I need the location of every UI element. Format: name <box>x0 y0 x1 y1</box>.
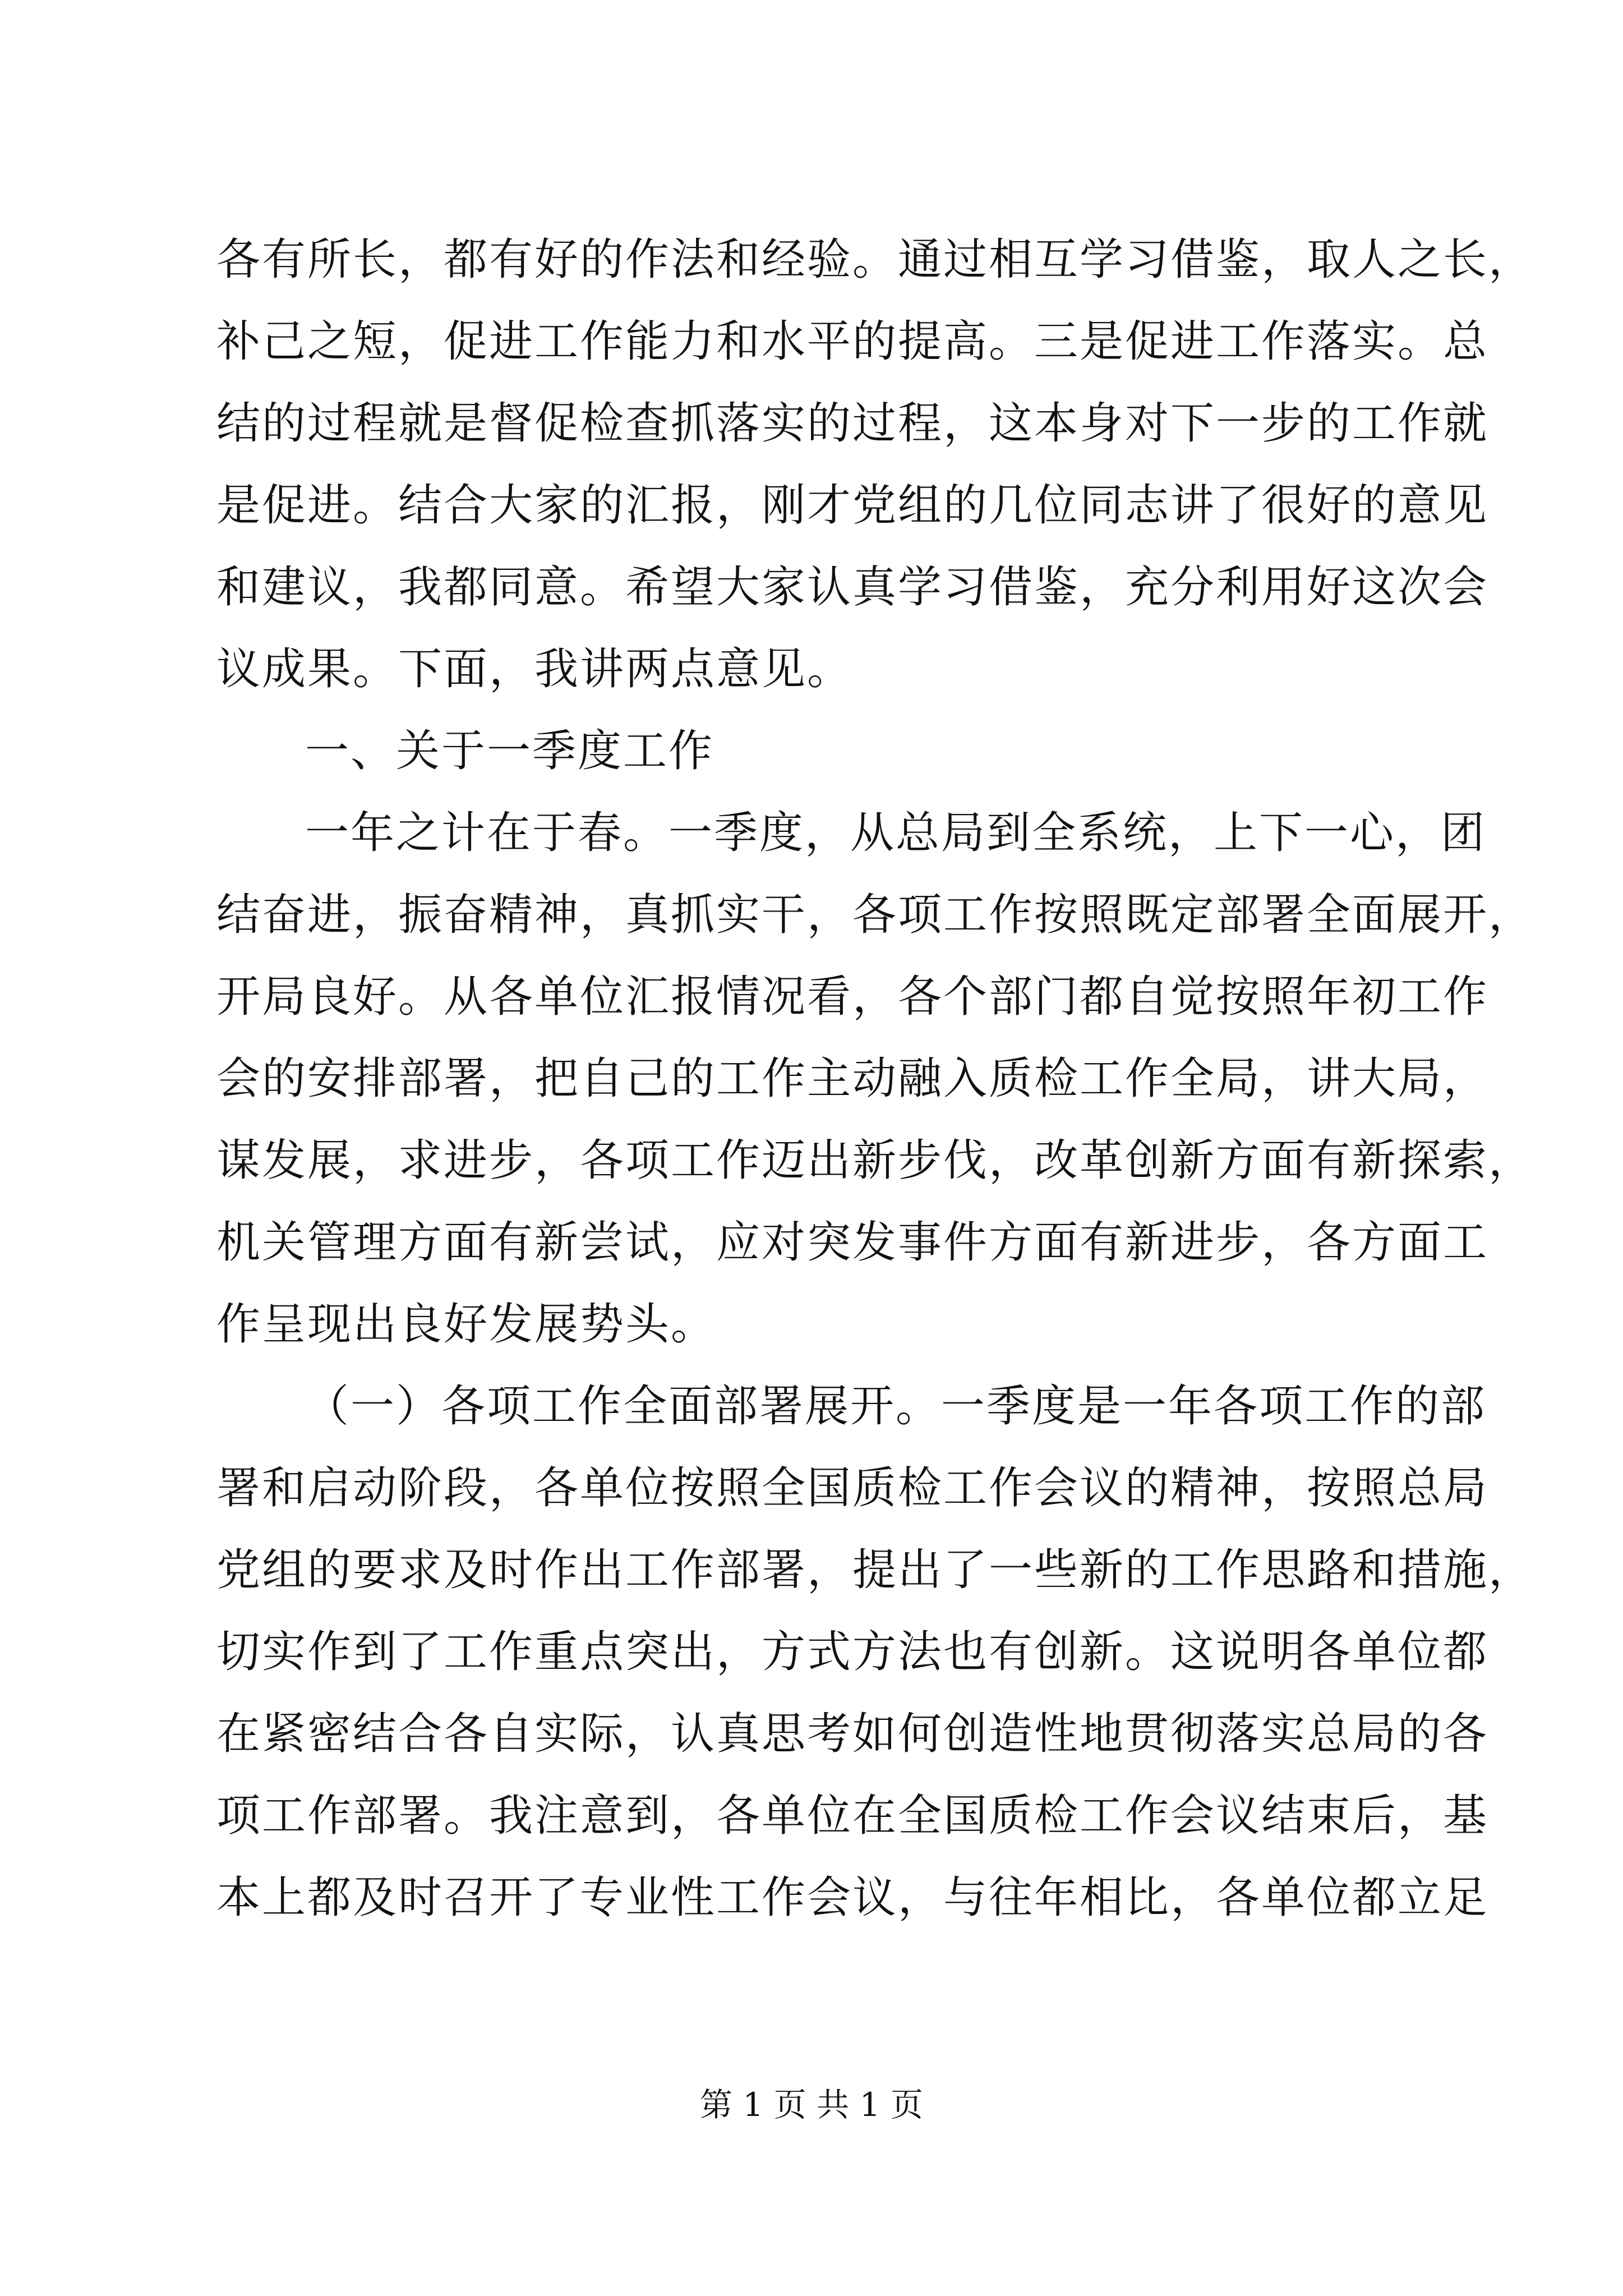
text-line: 结奋进，振奋精神，真抓实干，各项工作按照既定部署全面展开， <box>216 890 1534 940</box>
text-line: 一年之计在于春。一季度，从总局到全系统，上下一心，团 <box>305 808 1487 858</box>
text-line: 和建议，我都同意。希望大家认真学习借鉴，充分利用好这次会 <box>216 562 1489 613</box>
text-line: 项工作部署。我注意到，各单位在全国质检工作会议结束后，基 <box>216 1791 1489 1841</box>
body-text <box>216 219 1534 1939</box>
text-line: （一）各项工作全面部署展开。一季度是一年各项工作的部 <box>305 1381 1487 1432</box>
text-line: 开局良好。从各单位汇报情况看，各个部门都自觉按照年初工作 <box>216 972 1489 1022</box>
page-footer: 第 1 页 共 1 页 <box>700 2086 923 2124</box>
text-line: 是促进。结合大家的汇报，刚才党组的几位同志讲了很好的意见 <box>216 480 1489 531</box>
text-line: 补己之短，促进工作能力和水平的提高。三是促进工作落实。总 <box>216 316 1489 367</box>
text-line: 党组的要求及时作出工作部署，提出了一些新的工作思路和措施， <box>216 1545 1534 1595</box>
text-line: 作呈现出良好发展势头。 <box>216 1299 717 1350</box>
text-line: 结的过程就是督促检查抓落实的过程，这本身对下一步的工作就 <box>216 398 1489 449</box>
text-line: 在紧密结合各自实际，认真思考如何创造性地贯彻落实总局的各 <box>216 1709 1489 1759</box>
text-line: 切实作到了工作重点突出，方式方法也有创新。这说明各单位都 <box>216 1627 1489 1677</box>
text-line: 谋发展，求进步，各项工作迈出新步伐，改革创新方面有新探索， <box>216 1135 1534 1186</box>
text-line: 机关管理方面有新尝试，应对突发事件方面有新进步，各方面工 <box>216 1217 1489 1268</box>
text-line: 会的安排部署，把自己的工作主动融入质检工作全局，讲大局， <box>216 1053 1489 1104</box>
text-line: 各有所长，都有好的作法和经验。通过相互学习借鉴，取人之长， <box>216 234 1534 285</box>
text-line: 议成果。下面，我讲两点意见。 <box>216 644 853 694</box>
text-line: 本上都及时召开了专业性工作会议，与往年相比，各单位都立足 <box>216 1872 1489 1923</box>
text-line: 署和启动阶段，各单位按照全国质检工作会议的精神，按照总局 <box>216 1463 1489 1513</box>
section-heading: 一、关于一季度工作 <box>305 726 714 776</box>
